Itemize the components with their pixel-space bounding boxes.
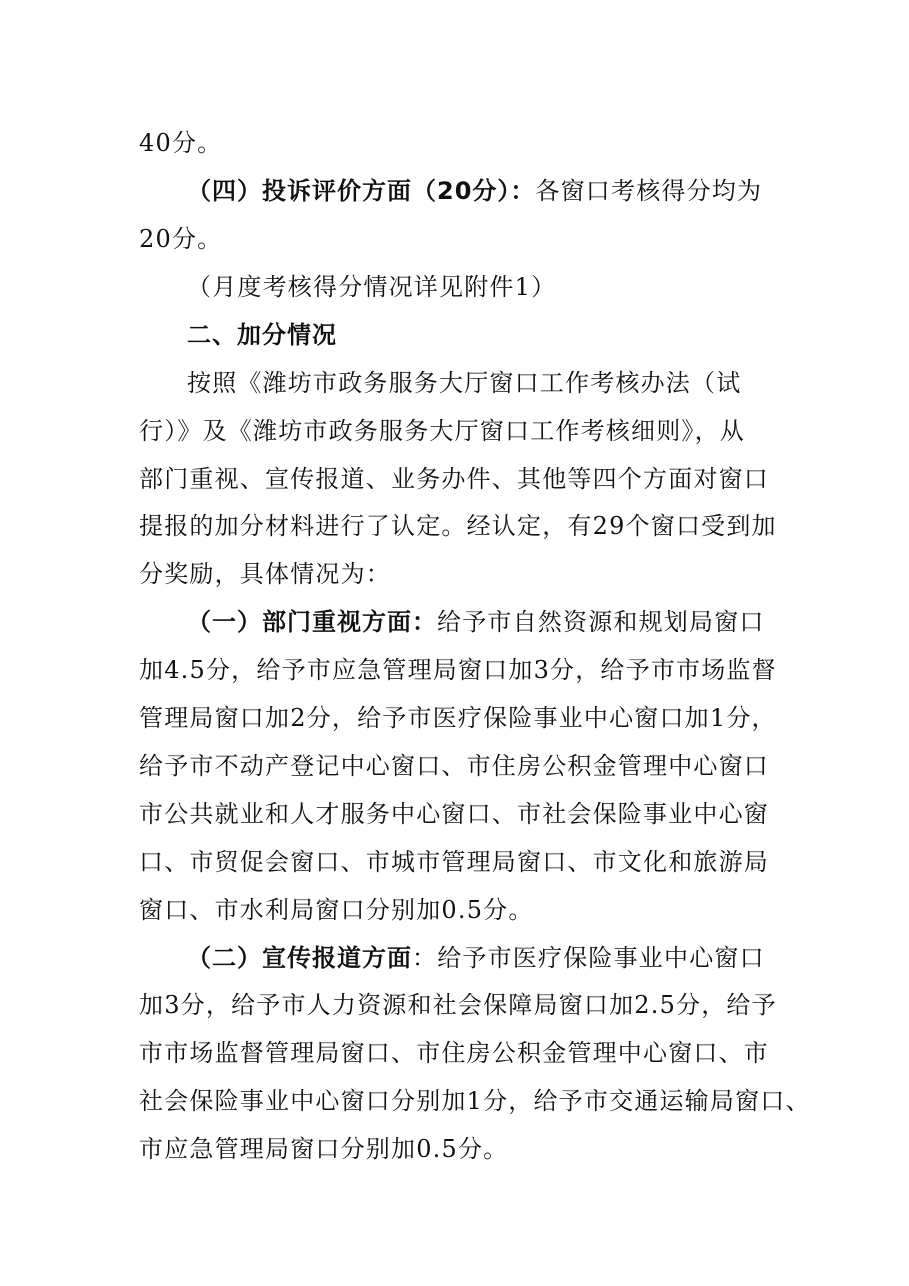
subsection-1-line xyxy=(187,607,765,637)
paragraph-line: 管理局窗口加2分，给予市医疗保险事业中心窗口加1分， xyxy=(139,704,777,732)
paragraph-line: 加4.5分，给予市应急管理局窗口加3分，给予市市场监督 xyxy=(139,656,777,684)
paragraph-line: 市公共就业和人才服务中心窗口、市社会保险事业中心窗 xyxy=(139,800,769,828)
paragraph-line: 分奖励，具体情况为： xyxy=(139,560,391,588)
section-4-text: 各窗口考核得分均为 xyxy=(535,177,763,205)
paragraph-line: 窗口、市水利局窗口分别加0.5分。 xyxy=(139,896,534,924)
body-text-line: 40分。 xyxy=(139,129,223,157)
paragraph-line: 社会保险事业中心窗口分别加1分，给予市交通运输局窗口、 xyxy=(139,1087,811,1115)
paragraph-line: 给予市不动产登记中心窗口、市住房公积金管理中心窗口 xyxy=(139,752,769,780)
paragraph-line: 提报的加分材料进行了认定。经认定，有29个窗口受到加 xyxy=(139,512,777,540)
subsection-2-text: ：给予市医疗保险事业中心窗口 xyxy=(412,944,765,972)
paragraph-line: 行）》及《潍坊市政务服务大厅窗口工作考核细则》，从 xyxy=(139,417,745,445)
body-text-line: 20分。 xyxy=(139,225,223,253)
paragraph-line: 按照《潍坊市政务服务大厅窗口工作考核办法（试 xyxy=(187,369,742,397)
section-heading-bonus: 二、加分情况 xyxy=(187,321,337,349)
paragraph-line: 口、市贸促会窗口、市城市管理局窗口、市文化和旅游局 xyxy=(139,848,769,876)
subsection-1-text: 给予市自然资源和规划局窗口 xyxy=(437,608,765,636)
subsection-1-heading: （一）部门重视方面： xyxy=(187,608,437,636)
subsection-2-line xyxy=(187,943,765,973)
paragraph-line: 部门重视、宣传报道、业务办件、其他等四个方面对窗口 xyxy=(139,465,769,493)
attachment-note: （月度考核得分情况详见附件1） xyxy=(187,273,557,301)
paragraph-line: 市市场监督管理局窗口、市住房公积金管理中心窗口、市 xyxy=(139,1039,769,1067)
paragraph-line: 市应急管理局窗口分别加0.5分。 xyxy=(139,1135,509,1163)
subsection-2-heading: （二）宣传报道方面 xyxy=(187,944,412,972)
section-4-line xyxy=(187,176,762,206)
paragraph-line: 加3分，给予市人力资源和社会保障局窗口加2.5分，给予 xyxy=(139,991,777,1019)
section-4-heading: （四）投诉评价方面（20分）： xyxy=(187,177,536,205)
